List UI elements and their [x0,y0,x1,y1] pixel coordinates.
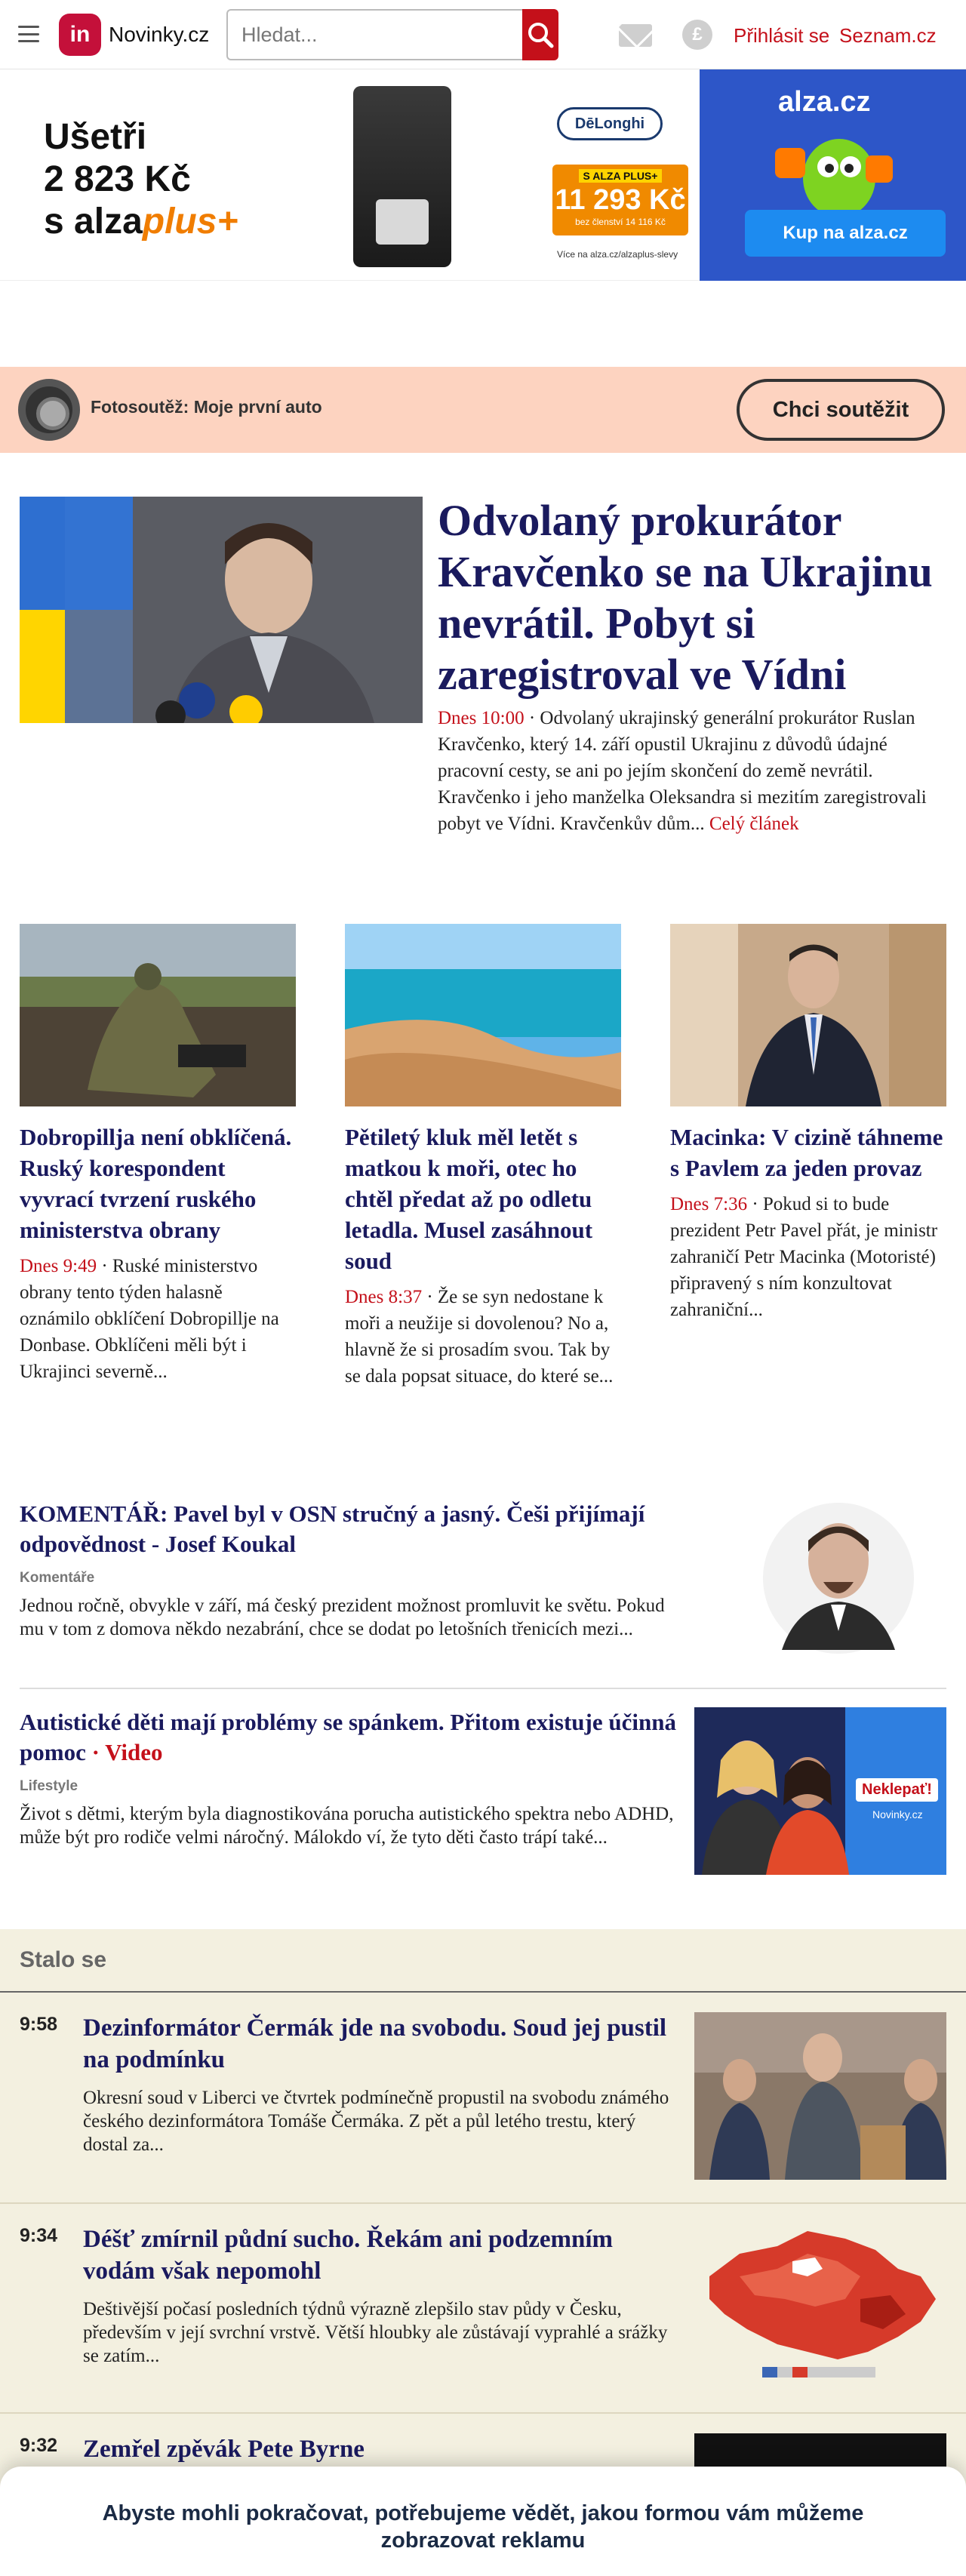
article-title[interactable]: KOMENTÁŘ: Pavel byl v OSN stručný a jasný. Češi přijímají odpovědnost - Josef Koukal [20,1500,645,1557]
section-heading: Stalo se [20,1947,107,1972]
search-form [226,9,558,60]
article-card [670,924,946,1323]
consent-dialog [0,2467,966,2576]
delonghi-logo: DēLonghi [557,107,663,140]
article-card [20,924,296,1385]
ad-fine-print: Více na alza.cz/alzaplus-slevy [557,249,678,260]
ad-price-box: S ALZA PLUS+ 11 293 Kč bez členství 14 116 Kč [552,165,688,235]
list-item [20,1707,946,1849]
lead-time: Dnes 10:00 [438,708,525,728]
video-tag: · Video [85,1739,163,1765]
item-perex: Okresní soud v Liberci ve čtvrtek podmínečně propustil na svobodu známého českého dezinformátora Tomáše Čermáka. Z pět a půl letého trestu, který dostal za... [83,2088,669,2155]
item-time: 9:34 [20,2225,58,2246]
read-more-link[interactable]: Celý článek [709,814,799,834]
menu-icon[interactable] [18,26,39,42]
article-image[interactable] [20,924,296,1106]
ad-cta-button[interactable]: Kup na alza.cz [745,210,946,257]
article-card [345,924,621,1390]
alza-logo: alza.cz [778,86,871,118]
contest-button[interactable]: Chci soutěžit [737,379,945,441]
lead-photo [20,497,423,723]
category-label[interactable]: Komentáře [20,1570,95,1586]
item-title[interactable]: Zemřel zpěvák Pete Byrne [83,2436,365,2463]
top-bar [0,0,966,69]
logo-text: Novinky.cz [109,23,210,46]
promo-strip [0,367,966,453]
author-avatar[interactable] [759,1499,918,1657]
item-image[interactable] [694,2224,946,2391]
item-divider [0,2412,966,2414]
promo-label: Fotosoutěž: Moje první auto [91,397,322,417]
site-logo[interactable] [59,14,209,56]
lide-icon[interactable]: £ [682,20,712,50]
item-perex: Deštivější počasí posledních týdnů výrazně zlepšilo stav půdy v Česku, především v její svrchní vrstvě. Větší hloubky ale zůstávají vyprahlé a srážky se zatím... [83,2299,668,2366]
video-badge-sub: Novinky.cz [872,1808,923,1820]
ad-headline: Ušetři 2 823 Kč s alzaplus+ [44,117,238,242]
ad-banner[interactable] [0,69,966,281]
logo-badge: in [59,14,101,56]
ad-right-panel [700,69,966,281]
seznam-link[interactable]: Seznam.cz [839,24,937,47]
login-link[interactable]: Přihlásit se [734,24,830,47]
article-perex: Dnes 8:37 · Že se syn nedostane k moři a neužije si dovolenou? No a, hlavně že si prosadím svou. Tak by se dala popsat situace, do které se... [345,1287,614,1386]
section-rule [0,1991,966,1993]
divider [20,1688,946,1689]
consent-text: Abyste mohli pokračovat, potřebujeme vědět, jakou formou vám můžeme zobrazovat reklamu [102,2501,864,2553]
lead-article-title[interactable]: Odvolaný prokurátor Kravčenko se na Ukrajinu nevrátil. Pobyt si zaregistroval ve Vídni [438,496,933,699]
item-time: 9:32 [20,2435,58,2456]
stalo-item [20,2224,946,2397]
article-perex: Dnes 9:49 · Ruské ministerstvo obrany tento týden halasně oznámilo obklíčení Dobropillje na Donbase. Obklíčeni měli být i Ukrajinci severně... [20,1256,279,1382]
article-image[interactable] [345,924,621,1106]
coffee-machine-image [353,86,451,267]
article-perex: Dnes 7:36 · Pokud si to bude prezident Petr Pavel přát, je ministr zahraničí Petr Macinka (Motoristé) připravený s ním konzultovat zahraniční... [670,1194,938,1320]
lead-article-perex: Dnes 10:00 · Odvolaný ukrajinský generální prokurátor Ruslan Kravčenko, který 14. září opustil Ukrajinu z důvodů údajné pracovní cesty, se ani po jejím skončení do země nevrátil. Kravčenko i jeho manželka Oleksandra si mezitím zaregistrovali pobyt ve Vídni. Kravčenkův dům... Celý článek [438,708,927,834]
article-title[interactable]: Macinka: V cizině táhneme s Pavlem za jeden provaz [670,1124,943,1181]
ad-left-panel [0,69,700,281]
item-title[interactable]: Dezinformátor Čermák jde na svobodu. Soud jej pustil na podmínku [83,2014,667,2073]
lead-article-image[interactable] [20,497,423,723]
article-perex: Jednou ročně, obvykle v září, má český prezident možnost promluvit ke světu. Pokud mu v tom z domova někdo nezabrání, chce se dodat po letošních třenicích mezi... [20,1596,665,1639]
item-title[interactable]: Déšť zmírnil půdní sucho. Řekám ani podzemním vodám však nepomohl [83,2226,614,2285]
category-label[interactable]: Lifestyle [20,1778,78,1794]
article-image[interactable] [694,1707,946,1875]
article-title[interactable]: Pětiletý kluk měl letět s matkou k moři, otec ho chtěl předat až po odletu letadla. Musel zasáhnout soud [345,1124,593,1274]
search-input[interactable] [226,9,522,60]
list-item [20,1499,946,1641]
tire-icon [18,379,80,441]
item-image[interactable] [694,2012,946,2180]
article-image[interactable] [670,924,946,1106]
mail-icon[interactable] [619,24,652,47]
search-icon [526,20,555,49]
article-title[interactable]: Autistické děti mají problémy se spánkem. Přitom existuje účinná pomoc · Video [20,1709,676,1765]
video-badge: Neklepať! [856,1778,938,1802]
stalo-item [20,2012,946,2186]
article-perex: Život s dětmi, kterým byla diagnostikována porucha autistického spektra nebo ADHD, může být pro rodiče velmi náročný. Málokdo ví, že tyto děti často trápí také... [20,1804,674,1848]
item-time: 9:58 [20,2014,58,2035]
article-title[interactable]: Dobropillja není obklíčená. Ruský korespondent vyvrací tvrzení ruského ministerstva obrany [20,1124,292,1243]
item-divider [0,2202,966,2204]
search-button[interactable] [522,9,558,60]
